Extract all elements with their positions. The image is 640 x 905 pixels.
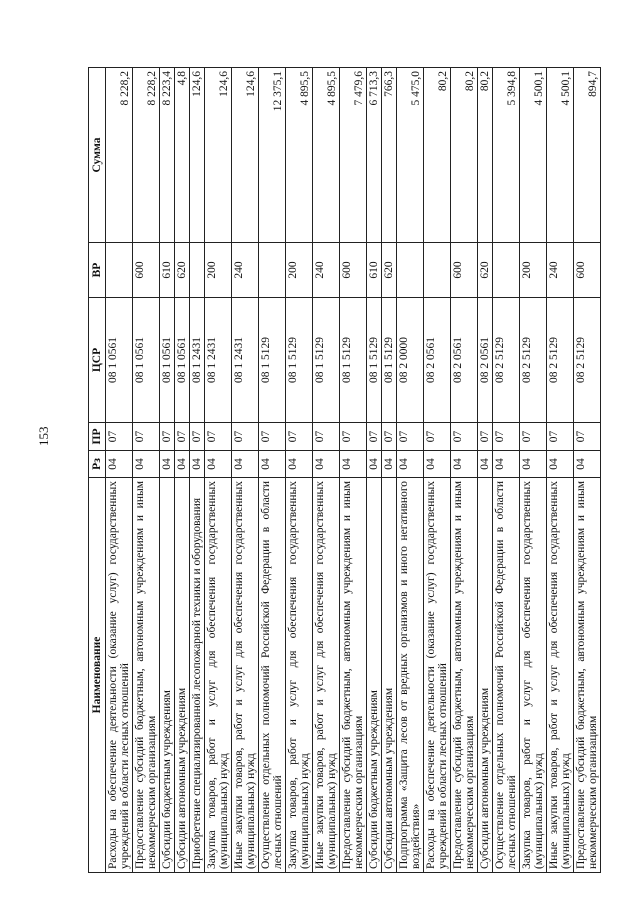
cell-csr: 08 1 2431 xyxy=(190,298,205,423)
cell-vr xyxy=(493,243,520,298)
cell-csr: 08 1 5129 xyxy=(382,298,397,423)
cell-vr: 620 xyxy=(478,243,493,298)
cell-sum: 8 223,4 xyxy=(160,68,175,243)
cell-csr: 08 1 2431 xyxy=(232,298,259,423)
cell-rz: 04 xyxy=(175,451,190,478)
cell-vr xyxy=(397,243,424,298)
cell-csr: 08 1 5129 xyxy=(286,298,313,423)
cell-csr: 08 2 0561 xyxy=(451,298,478,423)
cell-csr: 08 1 0561 xyxy=(133,298,160,423)
cell-pr: 07 xyxy=(493,423,520,451)
cell-sum: 124,6 xyxy=(190,68,205,243)
cell-csr: 08 1 5129 xyxy=(367,298,382,423)
cell-sum: 80,2 xyxy=(424,68,451,243)
table-row xyxy=(424,68,451,873)
cell-name: Подпрограмма «Защита лесов от вредных организмов и иного негативного воздействия» xyxy=(397,478,424,873)
page-number: 153 xyxy=(36,426,51,446)
cell-name: Приобретение специализированной лесопожарной техники и оборудования xyxy=(190,478,205,873)
cell-vr xyxy=(106,243,133,298)
cell-csr: 08 2 5129 xyxy=(493,298,520,423)
cell-csr: 08 2 5129 xyxy=(520,298,547,423)
cell-pr: 07 xyxy=(547,423,574,451)
cell-rz: 04 xyxy=(382,451,397,478)
cell-sum: 80,2 xyxy=(451,68,478,243)
cell-rz: 04 xyxy=(232,451,259,478)
cell-rz: 04 xyxy=(547,451,574,478)
cell-pr: 07 xyxy=(520,423,547,451)
cell-csr: 08 1 2431 xyxy=(205,298,232,423)
cell-rz: 04 xyxy=(286,451,313,478)
rotated-table-wrapper xyxy=(88,68,599,873)
table-row xyxy=(367,68,382,873)
cell-rz: 04 xyxy=(520,451,547,478)
cell-sum: 4 895,5 xyxy=(286,68,313,243)
cell-pr: 07 xyxy=(574,423,601,451)
cell-csr: 08 2 0561 xyxy=(424,298,451,423)
cell-vr xyxy=(190,243,205,298)
header-sum: Сумма xyxy=(89,68,106,243)
cell-rz: 04 xyxy=(574,451,601,478)
cell-name: Осуществление отдельных полномочий Российской Федерации в области лесных отношений xyxy=(259,478,286,873)
cell-pr: 07 xyxy=(367,423,382,451)
cell-csr: 08 1 5129 xyxy=(313,298,340,423)
cell-rz: 04 xyxy=(259,451,286,478)
cell-vr: 240 xyxy=(232,243,259,298)
cell-pr: 07 xyxy=(175,423,190,451)
cell-vr: 200 xyxy=(205,243,232,298)
cell-sum: 4 500,1 xyxy=(547,68,574,243)
cell-pr: 07 xyxy=(205,423,232,451)
cell-pr: 07 xyxy=(340,423,367,451)
cell-csr: 08 1 0561 xyxy=(106,298,133,423)
cell-rz: 04 xyxy=(106,451,133,478)
cell-rz: 04 xyxy=(493,451,520,478)
cell-rz: 04 xyxy=(190,451,205,478)
header-csr: ЦСР xyxy=(89,298,106,423)
cell-pr: 07 xyxy=(259,423,286,451)
cell-pr: 07 xyxy=(382,423,397,451)
table-row xyxy=(313,68,340,873)
cell-pr: 07 xyxy=(106,423,133,451)
table-row xyxy=(106,68,133,873)
cell-sum: 6 713,3 xyxy=(367,68,382,243)
cell-rz: 04 xyxy=(313,451,340,478)
cell-sum: 7 479,6 xyxy=(340,68,367,243)
cell-name: Предоставление субсидий бюджетным, автономным учреждениям и иным некоммерческим организациям xyxy=(133,478,160,873)
cell-sum: 124,6 xyxy=(232,68,259,243)
cell-pr: 07 xyxy=(133,423,160,451)
table-row xyxy=(451,68,478,873)
cell-name: Субсидии автономным учреждениям xyxy=(382,478,397,873)
cell-pr: 07 xyxy=(397,423,424,451)
cell-name: Субсидии автономным учреждениям xyxy=(478,478,493,873)
cell-vr: 600 xyxy=(340,243,367,298)
table-row xyxy=(259,68,286,873)
cell-sum: 4 500,1 xyxy=(520,68,547,243)
cell-sum: 80,2 xyxy=(478,68,493,243)
cell-vr: 200 xyxy=(520,243,547,298)
cell-vr: 610 xyxy=(160,243,175,298)
cell-sum: 124,6 xyxy=(205,68,232,243)
cell-csr: 08 1 0561 xyxy=(175,298,190,423)
cell-pr: 07 xyxy=(478,423,493,451)
cell-name: Расходы на обеспечение деятельности (оказание услуг) государственных учреждений в области лесных отношений xyxy=(106,478,133,873)
cell-vr: 600 xyxy=(574,243,601,298)
table-row xyxy=(520,68,547,873)
cell-csr: 08 2 0561 xyxy=(478,298,493,423)
cell-name: Расходы на обеспечение деятельности (оказание услуг) государственных учреждений в области лесных отношений xyxy=(424,478,451,873)
cell-name: Субсидии бюджетным учреждениям xyxy=(367,478,382,873)
cell-rz: 04 xyxy=(133,451,160,478)
table-row xyxy=(478,68,493,873)
cell-pr: 07 xyxy=(232,423,259,451)
cell-vr: 240 xyxy=(547,243,574,298)
cell-pr: 07 xyxy=(313,423,340,451)
cell-name: Иные закупки товаров, работ и услуг для обеспечения государственных (муниципальных) нужд xyxy=(232,478,259,873)
cell-name: Осуществление отдельных полномочий Российской Федерации в области лесных отношений xyxy=(493,478,520,873)
cell-sum: 4,8 xyxy=(175,68,190,243)
cell-vr: 620 xyxy=(382,243,397,298)
cell-vr: 200 xyxy=(286,243,313,298)
cell-name: Иные закупки товаров, работ и услуг для обеспечения государственных (муниципальных) нужд xyxy=(547,478,574,873)
cell-sum: 12 375,1 xyxy=(259,68,286,243)
cell-name: Закупка товаров, работ и услуг для обеспечения государственных (муниципальных) нужд xyxy=(286,478,313,873)
table-row xyxy=(493,68,520,873)
table-row xyxy=(382,68,397,873)
cell-csr: 08 1 5129 xyxy=(259,298,286,423)
table-row xyxy=(232,68,259,873)
cell-sum: 8 228,2 xyxy=(106,68,133,243)
cell-name: Закупка товаров, работ и услуг для обеспечения государственных (муниципальных) нужд xyxy=(520,478,547,873)
cell-sum: 8 228,2 xyxy=(133,68,160,243)
cell-name: Закупка товаров, работ и услуг для обеспечения государственных (муниципальных) нужд xyxy=(205,478,232,873)
cell-rz: 04 xyxy=(340,451,367,478)
cell-sum: 4 895,5 xyxy=(313,68,340,243)
cell-rz: 04 xyxy=(205,451,232,478)
table-row xyxy=(205,68,232,873)
table-row xyxy=(175,68,190,873)
table-row xyxy=(160,68,175,873)
header-vr: ВР xyxy=(89,243,106,298)
cell-vr: 620 xyxy=(175,243,190,298)
cell-sum: 5 394,8 xyxy=(493,68,520,243)
cell-name: Предоставление субсидий бюджетным, автономным учреждениям и иным некоммерческим организациям xyxy=(574,478,601,873)
header-rz: Рз xyxy=(89,451,106,478)
cell-vr xyxy=(259,243,286,298)
table-row xyxy=(133,68,160,873)
cell-sum: 894,7 xyxy=(574,68,601,243)
cell-pr: 07 xyxy=(160,423,175,451)
cell-vr: 610 xyxy=(367,243,382,298)
cell-sum: 5 475,0 xyxy=(397,68,424,243)
table-row xyxy=(340,68,367,873)
cell-rz: 04 xyxy=(160,451,175,478)
cell-rz: 04 xyxy=(424,451,451,478)
cell-pr: 07 xyxy=(451,423,478,451)
cell-vr: 240 xyxy=(313,243,340,298)
table-row xyxy=(397,68,424,873)
cell-sum: 766,3 xyxy=(382,68,397,243)
cell-name: Предоставление субсидий бюджетным, автономным учреждениям и иным некоммерческим организациям xyxy=(340,478,367,873)
cell-rz: 04 xyxy=(451,451,478,478)
cell-rz: 04 xyxy=(478,451,493,478)
cell-csr: 08 1 0561 xyxy=(160,298,175,423)
cell-csr: 08 2 5129 xyxy=(574,298,601,423)
cell-rz: 04 xyxy=(367,451,382,478)
cell-pr: 07 xyxy=(190,423,205,451)
table-row xyxy=(547,68,574,873)
cell-pr: 07 xyxy=(424,423,451,451)
cell-name: Предоставление субсидий бюджетным, автономным учреждениям и иным некоммерческим организациям xyxy=(451,478,478,873)
header-pr: ПР xyxy=(89,423,106,451)
table-body xyxy=(106,68,601,873)
cell-name: Субсидии автономным учреждениям xyxy=(175,478,190,873)
cell-vr xyxy=(424,243,451,298)
cell-name: Субсидии бюджетным учреждениям xyxy=(160,478,175,873)
table-row xyxy=(286,68,313,873)
cell-rz: 04 xyxy=(397,451,424,478)
budget-table xyxy=(88,67,601,873)
cell-csr: 08 1 5129 xyxy=(340,298,367,423)
header-name: Наименование xyxy=(89,478,106,873)
cell-name: Иные закупки товаров, работ и услуг для обеспечения государственных (муниципальных) нужд xyxy=(313,478,340,873)
cell-pr: 07 xyxy=(286,423,313,451)
cell-vr: 600 xyxy=(451,243,478,298)
cell-vr: 600 xyxy=(133,243,160,298)
table-row xyxy=(574,68,601,873)
table-header-row xyxy=(89,68,106,873)
cell-csr: 08 2 5129 xyxy=(547,298,574,423)
cell-csr: 08 2 0000 xyxy=(397,298,424,423)
table-row xyxy=(190,68,205,873)
